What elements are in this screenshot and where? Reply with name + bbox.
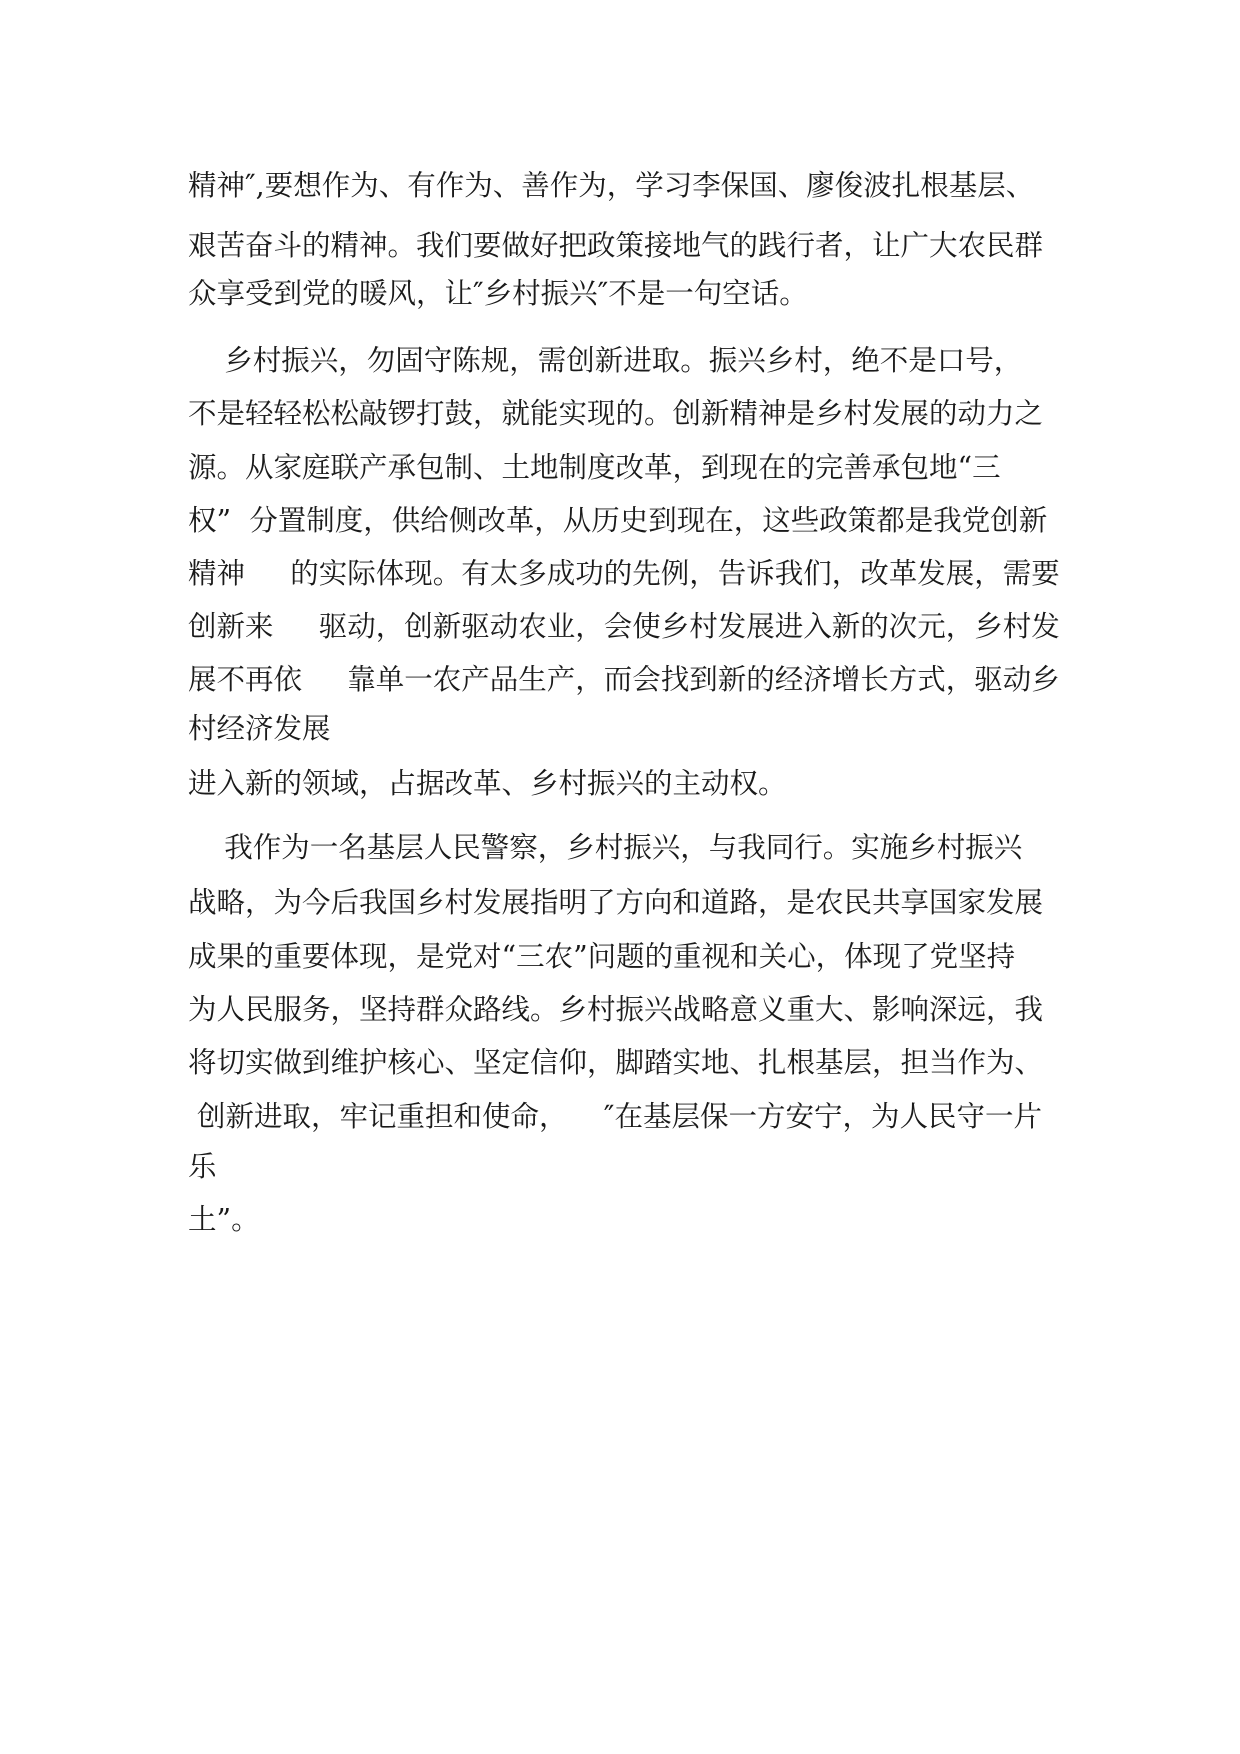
text-line: 源。从家庭联产承包制、土地制度改革，到现在的完善承包地“三 (188, 451, 1001, 484)
text-line: 乐 (188, 1150, 217, 1183)
text-line: 精神 的实际体现。有太多成功的先例，告诉我们，改革发展，需要 (188, 557, 1060, 590)
text-line: 精神″,要想作为、有作为、善作为，学习李保国、廖俊波扎根基层、 (188, 169, 1035, 202)
text-line: 权” 分置制度，供给侧改革，从历史到现在，这些政策都是我党创新 (188, 504, 1048, 537)
text-line: 为人民服务，坚持群众路线。乡村振兴战略意义重大、影响深远，我 (188, 993, 1044, 1026)
text-line: 乡村振兴，勿固守陈规，需创新进取。振兴乡村，绝不是口号， (188, 344, 1023, 377)
text-line: 艰苦奋斗的精神。我们要做好把政策接地气的践行者，让广大农民群 (188, 229, 1044, 262)
text-line: 土”。 (188, 1203, 260, 1236)
text-line: 创新来 驱动，创新驱动农业，会使乡村发展进入新的次元，乡村发 (188, 610, 1060, 643)
text-line: 成果的重要体现，是党对“三农”问题的重视和关心，体现了党坚持 (188, 940, 1016, 973)
text-line: 众享受到党的暖风，让″乡村振兴″不是一句空话。 (188, 277, 808, 310)
text-line: 将切实做到维护核心、坚定信仰，脚踏实地、扎根基层，担当作为、 (188, 1046, 1044, 1079)
text-line: 不是轻轻松松敲锣打鼓，就能实现的。创新精神是乡村发展的动力之 (188, 397, 1044, 430)
text-line: 展不再依 靠单一农产品生产，而会找到新的经济增长方式，驱动乡 (188, 663, 1060, 696)
text-line: 进入新的领域，占据改革、乡村振兴的主动权。 (188, 767, 787, 800)
text-line: 战略，为今后我国乡村发展指明了方向和道路，是农民共享国家发展 (188, 886, 1044, 919)
text-line: 创新进取，牢记重担和使命， ″在基层保一方安宁，为人民守一片 (188, 1100, 1042, 1133)
text-line: 我作为一名基层人民警察，乡村振兴，与我同行。实施乡村振兴 (188, 831, 1023, 864)
text-line: 村经济发展 (188, 712, 331, 745)
